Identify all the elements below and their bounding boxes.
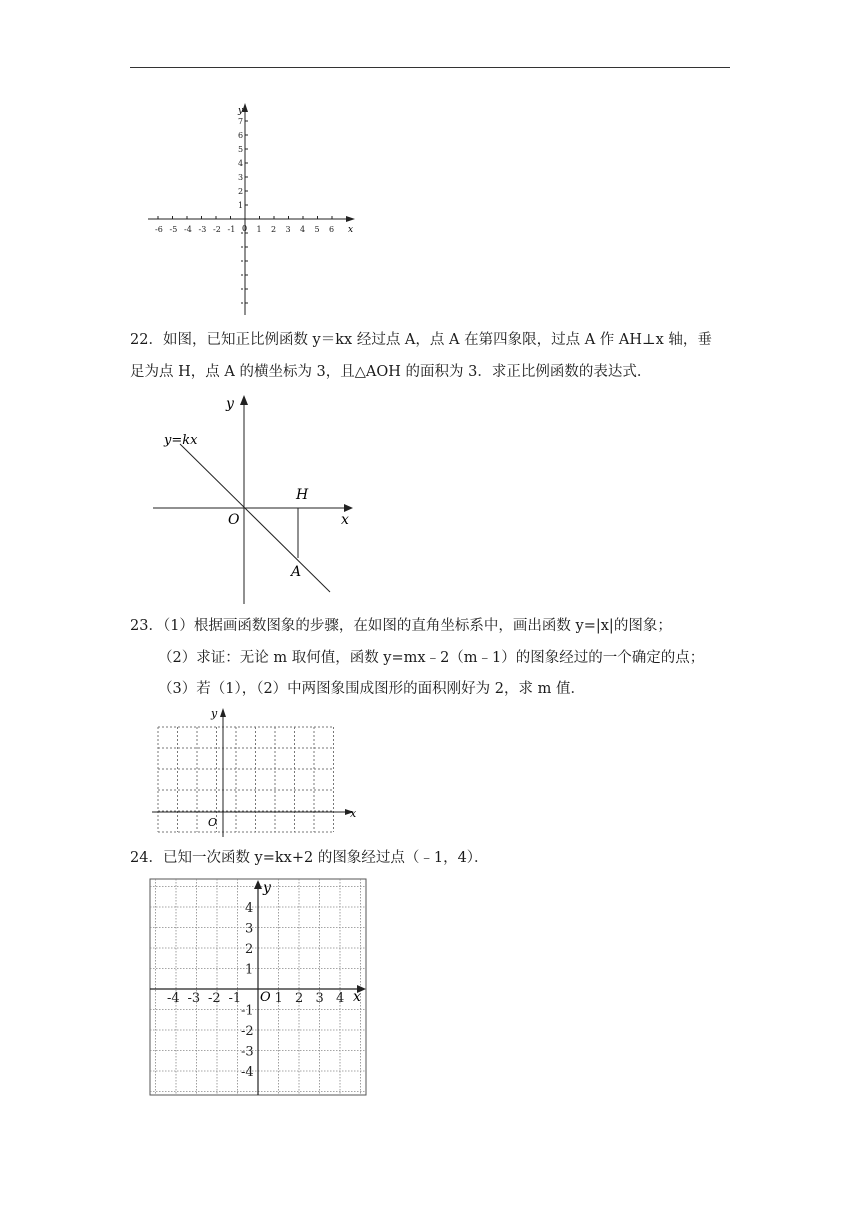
q24-origin-label: O [260, 990, 271, 1005]
q23-line-3: （3）若（1），（2）中两图象围成图形的面积刚好为 2，求 m 值． [158, 681, 585, 697]
header-rule [130, 67, 730, 68]
q24-y-tick-label: -4 [241, 1065, 254, 1080]
q21-x-tick-label: -4 [184, 225, 192, 234]
q22-y-arrow [240, 395, 248, 405]
q21-axes-figure [145, 100, 360, 320]
q21-x-arrow [346, 216, 355, 222]
q24-y-tick-label: -3 [241, 1044, 254, 1060]
q24-x-tick-label: -1 [228, 991, 242, 1006]
q22-a-label: A [291, 564, 302, 580]
q24-y-arrow [254, 880, 262, 889]
q21-y-tick-label: 5 [238, 145, 244, 154]
q21-y-tick-label: 4 [238, 159, 244, 168]
q21-x-tick-label: -3 [198, 225, 207, 234]
q23-y-arrow [220, 708, 226, 717]
q22-h-label: H [296, 487, 309, 503]
q21-y-tick-label: 7 [238, 117, 244, 126]
q21-x-tick-label: 2 [271, 225, 277, 234]
q24-x-tick-label: -4 [167, 991, 180, 1006]
q24-y-tick-label: -1 [241, 1003, 254, 1019]
q21-y-tick-label: 6 [238, 131, 244, 140]
q21-y-label: y [238, 106, 244, 116]
q21-y-tick-label: 2 [238, 187, 244, 196]
q22-x-label: x [341, 512, 349, 528]
q22-y-label: y [226, 396, 234, 412]
q21-origin-label: 0 [242, 224, 248, 233]
q23-origin-label: O [208, 816, 218, 829]
q21-x-tick-label: 3 [285, 225, 291, 234]
q21-x-tick-label: 4 [300, 225, 306, 234]
q24-line-1: 24．已知一次函数 y=kx+2 的图象经过点（﹣1，4）． [130, 850, 489, 866]
q23-y-label: y [211, 707, 218, 720]
q21-y-tick-label: 1 [238, 201, 244, 210]
q23-line-1: 23．（1）根据画函数图象的步骤，在如图的直角坐标系中，画出函数 y=|x|的图象； [130, 618, 672, 634]
q24-y-tick-label: -2 [241, 1024, 254, 1039]
q24-y-tick-label: 4 [245, 901, 254, 916]
q23-line-2: （2）求证：无论 m 取何值，函数 y=mx﹣2（m﹣1）的图象经过的一个确定的点； [158, 650, 705, 666]
q21-x-tick-label: -1 [227, 225, 236, 234]
q22-line-label: y=kx [164, 433, 198, 448]
q22-x-arrow [344, 504, 353, 512]
q24-y-tick-label: 3 [245, 921, 254, 937]
q24-x-tick-label: 1 [274, 991, 283, 1006]
q23-grid-figure [150, 705, 360, 840]
q24-x-tick-label: 4 [336, 991, 345, 1006]
q22-origin-label: O [228, 512, 240, 528]
q24-x-label: x [353, 989, 361, 1005]
q24-x-tick-label: 2 [295, 991, 304, 1006]
q22-line-1: 22．如图，已知正比例函数 y＝kx 经过点 A，点 A 在第四象限，过点 A 作 AH⊥x 轴，垂 [130, 332, 712, 348]
q24-grid-figure [149, 878, 371, 1100]
q24-y-label: y [263, 880, 271, 896]
q24-x-tick-label: -2 [208, 991, 221, 1006]
q21-x-tick-label: 5 [314, 225, 320, 234]
q23-x-label: x [350, 807, 357, 820]
q24-x-tick-label: 3 [315, 991, 324, 1006]
q22-figure [150, 392, 365, 607]
q21-x-label: x [348, 225, 354, 235]
q21-x-tick-label: 1 [256, 225, 262, 234]
q21-x-tick-label: -2 [213, 225, 221, 234]
q21-x-tick-label: -6 [155, 225, 163, 234]
q24-y-tick-label: 1 [245, 962, 254, 978]
q24-y-tick-label: 2 [245, 942, 254, 957]
q24-x-tick-label: -3 [187, 991, 201, 1006]
q21-x-tick-label: -5 [169, 225, 178, 234]
q22-line-2: 足为点 H，点 A 的横坐标为 3，且△AOH 的面积为 3．求正比例函数的表达式． [130, 364, 652, 380]
q21-y-tick-label: 3 [238, 173, 244, 182]
q21-x-tick-label: 6 [329, 225, 335, 234]
q22-line-ykx [180, 444, 330, 592]
